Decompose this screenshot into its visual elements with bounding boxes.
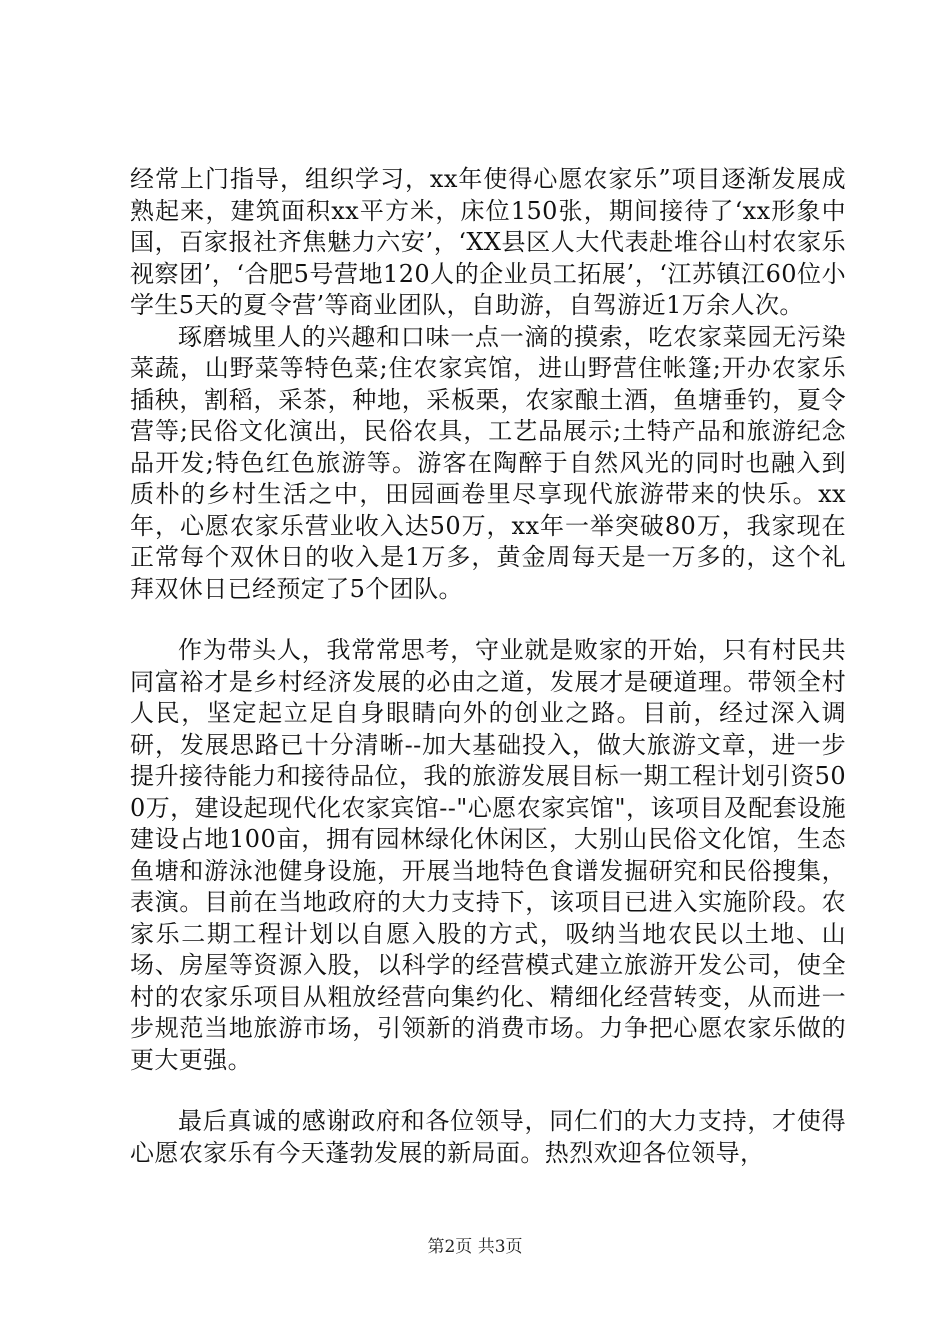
paragraph-features: 琢磨城里人的兴趣和口味一点一滴的摸索，吃农家菜园无污染菜蔬，山野菜等特色菜;住农家宾馆，进山野营住帐篷;开办农家乐插秧，割稻，采茶，种地，采板栗，农家酿土酒，鱼塘垂钓，夏令营等;民俗文化演出，民俗农具，工艺品展示;土特产品和旅游纪念品开发;特色红色旅游等。游客在陶醉于自然风光的同时也融入到质朴的乡村生活之中，田园画卷里尽享现代旅游带来的快乐。xx年，心愿农家乐营业收入达50万，xx年一举突破80万，我家现在正常每个双休日的收入是1万多，黄金周每天是一万多的，这个礼拜双休日已经预定了5个团队。 (130, 322, 846, 603)
paragraph-visitors: 经常上门指导，组织学习，xx年使得心愿农家乐”项目逐渐发展成熟起来，建筑面积xx平方米，床位150张，期间接待了‘xx形象中国，百家报社齐焦魅力六安’，‘XX县区人大代表赴堆谷山村农家乐视察团’，‘合肥5号营地120人的企业员工拓展’，‘江苏镇江60位小学生5天的夏令营’等商业团队，自助游，自驾游近1万余人次。 (130, 165, 846, 319)
page-footer: 第2页 共3页 (427, 1237, 523, 1257)
paragraph-thanks: 最后真诚的感谢政府和各位领导，同仁们的大力支持，才使得心愿农家乐有今天蓬勃发展的新局面。热烈欢迎各位领导， (130, 1107, 846, 1167)
paragraph-plans: 作为带头人，我常常思考，守业就是败家的开始，只有村民共同富裕才是乡村经济发展的必由之道，发展才是硬道理。带领全村人民，坚定起立足自身眼睛向外的创业之路。目前，经过深入调研，发展思路已十分清晰--加大基础投入，做大旅游文章，进一步提升接待能力和接待品位，我的旅游发展目标一期工程计划引资500万，建设起现代化农家宾馆--"心愿农家宾馆"，该项目及配套设施建设占地100亩，拥有园林绿化休闲区，大别山民俗文化馆，生态鱼塘和游泳池健身设施，开展当地特色食谱发掘研究和民俗搜集，表演。目前在当地政府的大力支持下，该项目已进入实施阶段。农家乐二期工程计划以自愿入股的方式，吸纳当地农民以土地、山场、房屋等资源入股，以科学的经营模式建立旅游开发公司，使全村的农家乐项目从粗放经营向集约化、精细化经营转变，从而进一步规范当地旅游市场，引领新的消费市场。力争把心愿农家乐做的更大更强。 (130, 636, 846, 1074)
document-body (130, 164, 846, 1169)
